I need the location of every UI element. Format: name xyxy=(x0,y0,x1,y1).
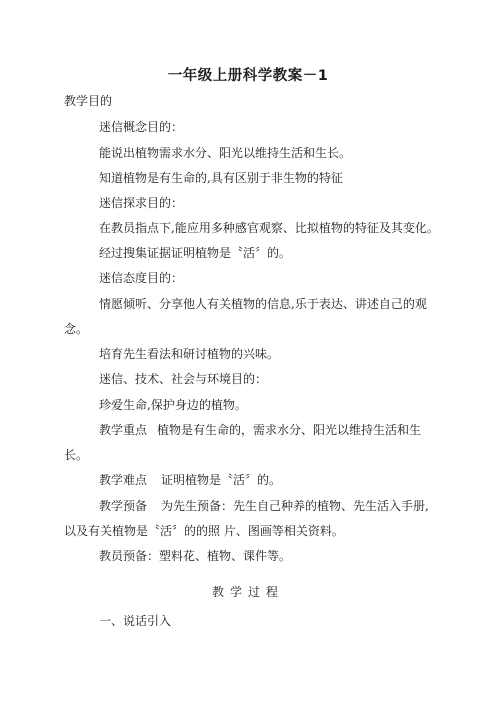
attitude-goal-heading: 迷信态度目的： xyxy=(99,271,184,285)
teaching-prep xyxy=(99,499,429,513)
teaching-focus-label: 教学重点 xyxy=(99,423,148,437)
teacher-prep: 教员预备：塑料花、植物、课件等。 xyxy=(99,549,292,563)
concept-goal-heading: 迷信概念目的： xyxy=(99,120,184,134)
inquiry-goal-heading: 迷信探求目的： xyxy=(99,196,184,210)
teaching-prep-label: 教学预备 xyxy=(99,499,148,513)
teaching-prep-cont: 以及有关植物是〝活〞的的照 片、图画等相关资料。 xyxy=(64,524,344,538)
teaching-difficulty xyxy=(99,473,281,487)
teaching-focus xyxy=(99,423,421,437)
teaching-prep-text: 为先生预备：先生自己种养的植物、先生活入手册, xyxy=(161,499,429,513)
inquiry-goal-item-1: 在教员指点下,能应用多种感官观察、比拟植物的特征及其变化。 xyxy=(99,221,439,235)
section-intro: 一、说话引入 xyxy=(99,614,172,628)
teaching-difficulty-text: 证明植物是〝活〞的。 xyxy=(161,473,282,487)
document-title: 一年级上册科学教案－1 xyxy=(167,68,329,84)
inquiry-goal-item-2: 经过搜集证据证明植物是〝活〞的。 xyxy=(99,246,292,260)
attitude-goal-item-2: 培育先生看法和研讨植物的兴味。 xyxy=(99,347,280,361)
process-heading: 教学过程 xyxy=(211,585,284,599)
teaching-focus-cont: 长。 xyxy=(64,448,89,462)
teaching-difficulty-label: 教学难点 xyxy=(99,473,148,487)
attitude-goal-item-1-cont: 念。 xyxy=(64,322,89,336)
concept-goal-item-1: 能说出植物需求水分、阳光以维持生活和生长。 xyxy=(99,146,352,160)
sts-goal-heading: 迷信、技术、社会与环境目的： xyxy=(99,372,268,386)
heading-teaching-goals: 教学目的 xyxy=(64,94,113,108)
concept-goal-item-2: 知道植物是有生命的,具有区别于非生物的特征 xyxy=(99,171,343,185)
attitude-goal-item-1: 情愿倾听、分享他人有关植物的信息,乐于表达、讲述自己的观 xyxy=(99,297,427,311)
sts-goal-item-1: 珍爱生命,保护身边的植物。 xyxy=(99,398,247,412)
teaching-focus-text: 植物是有生命的，需求水分、阳光以维持生活和生 xyxy=(157,423,422,437)
